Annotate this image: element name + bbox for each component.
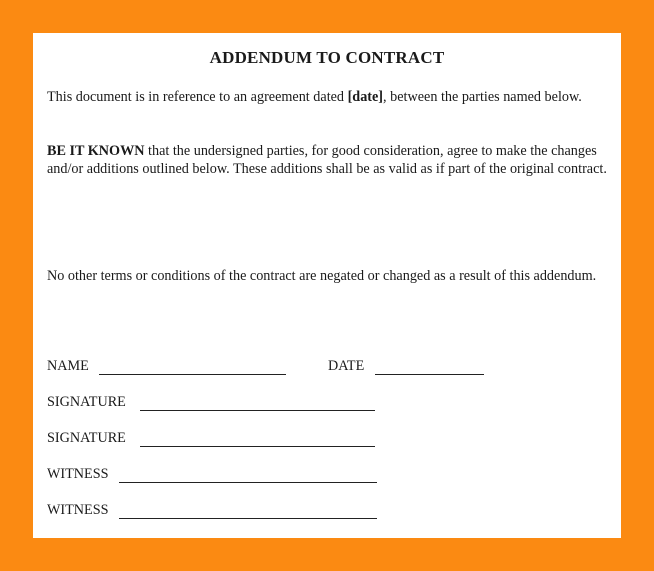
agreement-paragraph xyxy=(47,143,613,178)
signature-line[interactable] xyxy=(140,410,375,411)
signature-label: SIGNATURE xyxy=(47,394,126,410)
be-it-known-lead: BE IT KNOWN xyxy=(47,143,145,159)
date-label: DATE xyxy=(328,358,365,374)
document-page xyxy=(33,33,621,538)
signature-line[interactable] xyxy=(140,446,375,447)
reference-text-start: This document is in reference to an agreement dated xyxy=(47,89,348,105)
signature-label: SIGNATURE xyxy=(47,430,126,446)
witness-line[interactable] xyxy=(119,482,377,483)
witness-label: WITNESS xyxy=(47,466,109,482)
date-line[interactable] xyxy=(375,374,484,375)
date-placeholder: [date] xyxy=(347,89,384,105)
reference-paragraph xyxy=(47,89,613,107)
witness-line[interactable] xyxy=(119,518,377,519)
terms-paragraph: No other terms or conditions of the contract are negated or changed as a result of this addendum. xyxy=(47,268,597,284)
name-line[interactable] xyxy=(99,374,286,375)
document-title: ADDENDUM TO CONTRACT xyxy=(209,48,445,67)
name-label: NAME xyxy=(47,358,89,374)
agreement-text: that the undersigned parties, for good consideration, agree to make the changes and/or additions outlined below. These additions shall be as valid as if part of the original contract. xyxy=(47,143,607,177)
witness-label: WITNESS xyxy=(47,502,109,518)
reference-text-end: , between the parties named below. xyxy=(383,89,582,105)
